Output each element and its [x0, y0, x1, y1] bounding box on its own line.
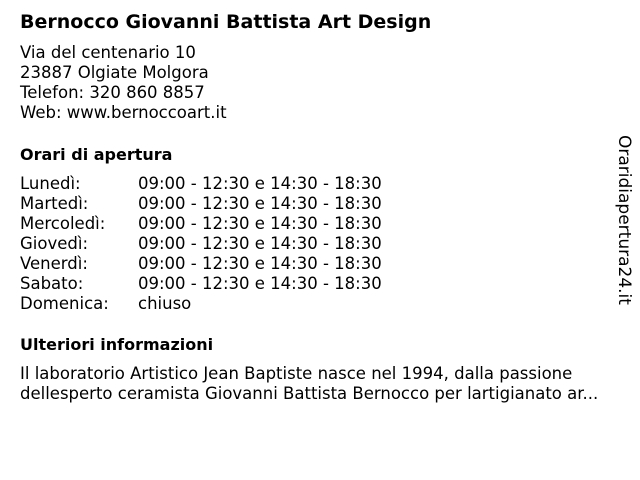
street-address: Via del centenario 10: [20, 43, 196, 62]
site-watermark: Oraridiapertura24.it: [614, 135, 634, 305]
hours-row-friday: [20, 254, 382, 274]
info-heading: Ulteriori informazioni: [20, 335, 214, 354]
hours-row-monday: [20, 174, 382, 194]
time-value: 09:00 - 12:30 e 14:30 - 18:30: [138, 214, 382, 233]
day-label: Venerdì:: [20, 254, 88, 273]
website: Web: www.bernoccoart.it: [20, 103, 227, 122]
hours-row-sunday: [20, 294, 192, 314]
postal-city: 23887 Olgiate Molgora: [20, 63, 209, 82]
hours-heading: Orari di apertura: [20, 145, 173, 164]
time-value: 09:00 - 12:30 e 14:30 - 18:30: [138, 274, 382, 293]
day-label: Giovedì:: [20, 234, 88, 253]
address-block: [20, 43, 227, 123]
hours-row-tuesday: [20, 194, 382, 214]
phone-number: Telefon: 320 860 8857: [20, 83, 205, 102]
hours-row-thursday: [20, 234, 382, 254]
info-description: [20, 364, 630, 404]
time-value: 09:00 - 12:30 e 14:30 - 18:30: [138, 234, 382, 253]
time-value: 09:00 - 12:30 e 14:30 - 18:30: [138, 254, 382, 273]
day-label: Domenica:: [20, 294, 109, 313]
description-line: dellesperto ceramista Giovanni Battista Bernocco per lartigianato ar...: [20, 384, 599, 403]
description-line: Il laboratorio Artistico Jean Baptiste nasce nel 1994, dalla passione: [20, 364, 573, 383]
time-value: 09:00 - 12:30 e 14:30 - 18:30: [138, 174, 382, 193]
day-label: Mercoledì:: [20, 214, 106, 233]
time-value: chiuso: [138, 294, 192, 313]
day-label: Martedì:: [20, 194, 89, 213]
hours-row-wednesday: [20, 214, 382, 234]
time-value: 09:00 - 12:30 e 14:30 - 18:30: [138, 194, 382, 213]
business-title: Bernocco Giovanni Battista Art Design: [20, 11, 432, 33]
day-label: Sabato:: [20, 274, 84, 293]
hours-row-saturday: [20, 274, 382, 294]
opening-hours-table: [20, 174, 382, 314]
day-label: Lunedì:: [20, 174, 81, 193]
